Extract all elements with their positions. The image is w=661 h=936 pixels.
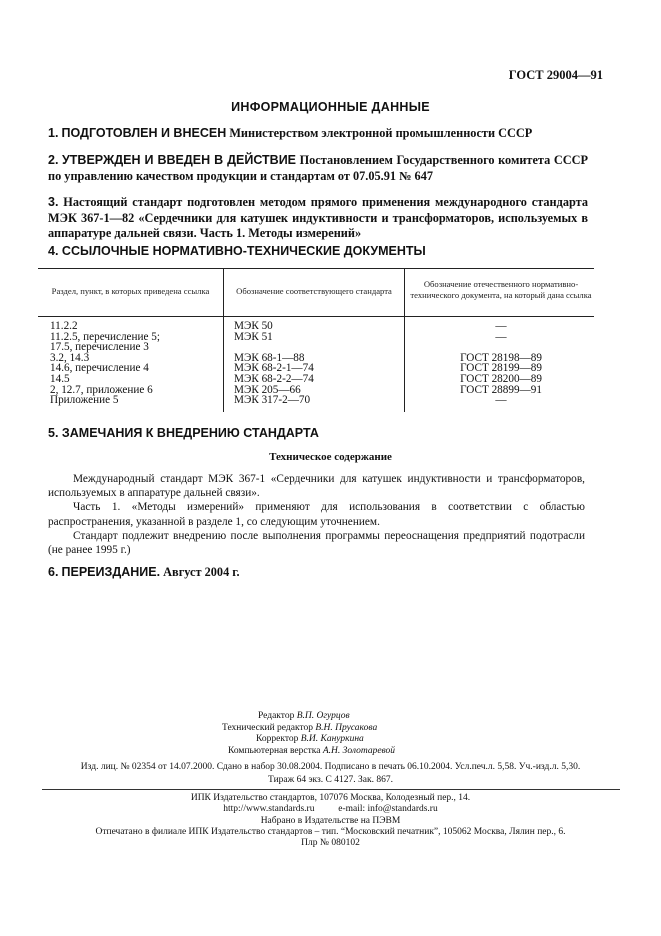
divider (42, 789, 620, 790)
section-3-text: Настоящий стандарт подготовлен методом прямого применения международного стандарта МЭК 367-1—82 «Сердечники для катушек индуктивности и трансформаторов, используемых в аппаратуре дальней связи. Часть 1. Методы измерений» (48, 195, 588, 240)
section-2-text: Постановлением Государственного комитета СССР по управлению качеством продукции и стандартам от 07.05.91 № 647 (48, 153, 588, 183)
credit-name: А.Н. Золотаревой (322, 745, 396, 756)
paragraph: Международный стандарт МЭК 367-1 «Сердечники для катушек индуктивности и трансформаторов, используемых в аппаратуре дальней связи». (48, 473, 585, 500)
credit-role: Технический редактор (222, 722, 313, 733)
section-4-number: 4. (48, 244, 59, 258)
credit-role: Корректор (256, 734, 299, 744)
section-2 (48, 153, 588, 184)
section-6-heading: ПЕРЕИЗДАНИЕ. (61, 565, 161, 579)
credit-line (222, 723, 661, 735)
table-cell: 11.2.5, перечисление 5; (50, 330, 160, 343)
table-divider (223, 268, 224, 412)
table-header-standard: Обозначение соответствующего стандарта (236, 286, 392, 296)
imprint-line: Плр № 080102 (301, 838, 360, 849)
imprint-line: ИПК Издательство стандартов, 107076 Москва, Колодезный пер., 14. (190, 793, 471, 803)
publication-info (0, 761, 661, 787)
table-divider (404, 268, 405, 412)
table-top-rule (38, 268, 594, 269)
table-cell: ГОСТ 28199—89 (460, 362, 542, 375)
table-cell: ГОСТ 28899—91 (460, 383, 542, 396)
table-cell: 11.2.2 (50, 320, 78, 332)
table-cell: — (495, 394, 507, 407)
section-5-heading: ЗАМЕЧАНИЯ К ВНЕДРЕНИЮ СТАНДАРТА (61, 426, 319, 440)
table-header-section: Раздел, пункт, в которых приведена ссылка (51, 286, 210, 296)
table-cell: МЭК 317-2—70 (234, 394, 311, 407)
section-3 (48, 195, 588, 242)
table-cell: ГОСТ 28200—89 (460, 372, 542, 385)
section-1-heading: ПОДГОТОВЛЕН И ВНЕСЕН (61, 126, 227, 140)
table-cell: Приложение 5 (50, 394, 119, 407)
imprint-line: Отпечатано в филиале ИПК Издательство стандартов – тип. “Московский печатник”, 105062 Москва, Лялин пер., 6. (95, 826, 566, 837)
subheading: Техническое содержание (269, 451, 392, 463)
section-1-text: Министерством электронной промышленности СССР (229, 126, 533, 140)
paragraph: Часть 1. «Методы измерений» применяют для использования в соответствии с областью распространения, указанной в разделе 1, со следующим уточнением. (48, 501, 585, 528)
table-header-domestic: Обозначение отечественного нормативно-технического документа, на который дана ссылка (410, 279, 592, 300)
section-3-number: 3. (48, 195, 59, 209)
section-6-number: 6. (48, 565, 59, 579)
table-cell: — (495, 330, 507, 343)
table-cell: МЭК 50 (234, 320, 273, 332)
section-2-number: 2. (48, 153, 59, 167)
section-6-text: Август 2004 г. (163, 565, 240, 579)
section-4-heading: ССЫЛОЧНЫЕ НОРМАТИВНО-ТЕХНИЧЕСКИЕ ДОКУМЕНТЫ (61, 244, 426, 258)
section-4 (48, 244, 588, 260)
table-cell: 2, 12.7, приложение 6 (50, 383, 153, 396)
table-cell: ГОСТ 28198—89 (460, 351, 542, 364)
section-1-number: 1. (48, 126, 59, 140)
table-column-domestic (408, 321, 594, 406)
publication-info-line: Изд. лиц. № 02354 от 14.07.2000. Сдано в набор 30.08.2004. Подписано в печать 06.10.2004. Усл.печ.л. 5,58. Уч.-изд.л. 5,30. (80, 762, 581, 772)
table-cell: МЭК 68-2-2—74 (234, 372, 314, 385)
credits-block (0, 711, 661, 757)
publication-info-line: Тираж 64 экз. С 4127. Зак. 867. (268, 775, 393, 785)
section-6 (48, 565, 588, 581)
table-cell: 17.5, перечисление 3 (50, 341, 149, 354)
credit-line (228, 746, 661, 758)
credit-name: В.Н. Прусакова (315, 722, 378, 733)
credit-line (258, 711, 661, 723)
remarks-text (48, 472, 585, 557)
table-header-rule (38, 316, 594, 317)
table-cell: МЭК 205—66 (234, 383, 301, 396)
page-title: ИНФОРМАЦИОННЫЕ ДАННЫЕ (231, 100, 430, 114)
table-cell: — (495, 320, 507, 332)
document-code: ГОСТ 29004—91 (508, 68, 603, 82)
credit-name: В.П. Огурцов (296, 711, 350, 721)
section-5 (48, 426, 588, 442)
imprint-line: http://www.standards.ru e-mail: info@standards.ru (223, 804, 438, 815)
table-cell: 14.6, перечисление 4 (50, 362, 149, 375)
imprint-block (0, 793, 661, 849)
table-cell: 3.2, 14.3 (50, 351, 90, 364)
table-cell: МЭК 68-1—88 (234, 351, 305, 364)
section-2-heading: УТВЕРЖДЕН И ВВЕДЕН В ДЕЙСТВИЕ (62, 153, 297, 167)
section-1 (48, 126, 588, 142)
credit-line (256, 734, 661, 746)
table-cell: 14.5 (50, 372, 70, 385)
table-column-standards (234, 321, 314, 406)
section-5-number: 5. (48, 426, 59, 440)
table-cell: МЭК 51 (234, 330, 273, 343)
imprint-line: Набрано в Издательстве на ПЭВМ (260, 815, 401, 826)
table-cell: МЭК 68-2-1—74 (234, 362, 314, 375)
credit-role: Редактор (258, 711, 295, 721)
credit-name: В.И. Кануркина (300, 734, 364, 744)
table-column-sections (50, 321, 160, 406)
paragraph: Стандарт подлежит внедрению после выполнения программы переоснащения предприятий подотрасли (не ранее 1995 г.) (48, 529, 585, 557)
credit-role: Компьютерная верстка (228, 745, 321, 756)
